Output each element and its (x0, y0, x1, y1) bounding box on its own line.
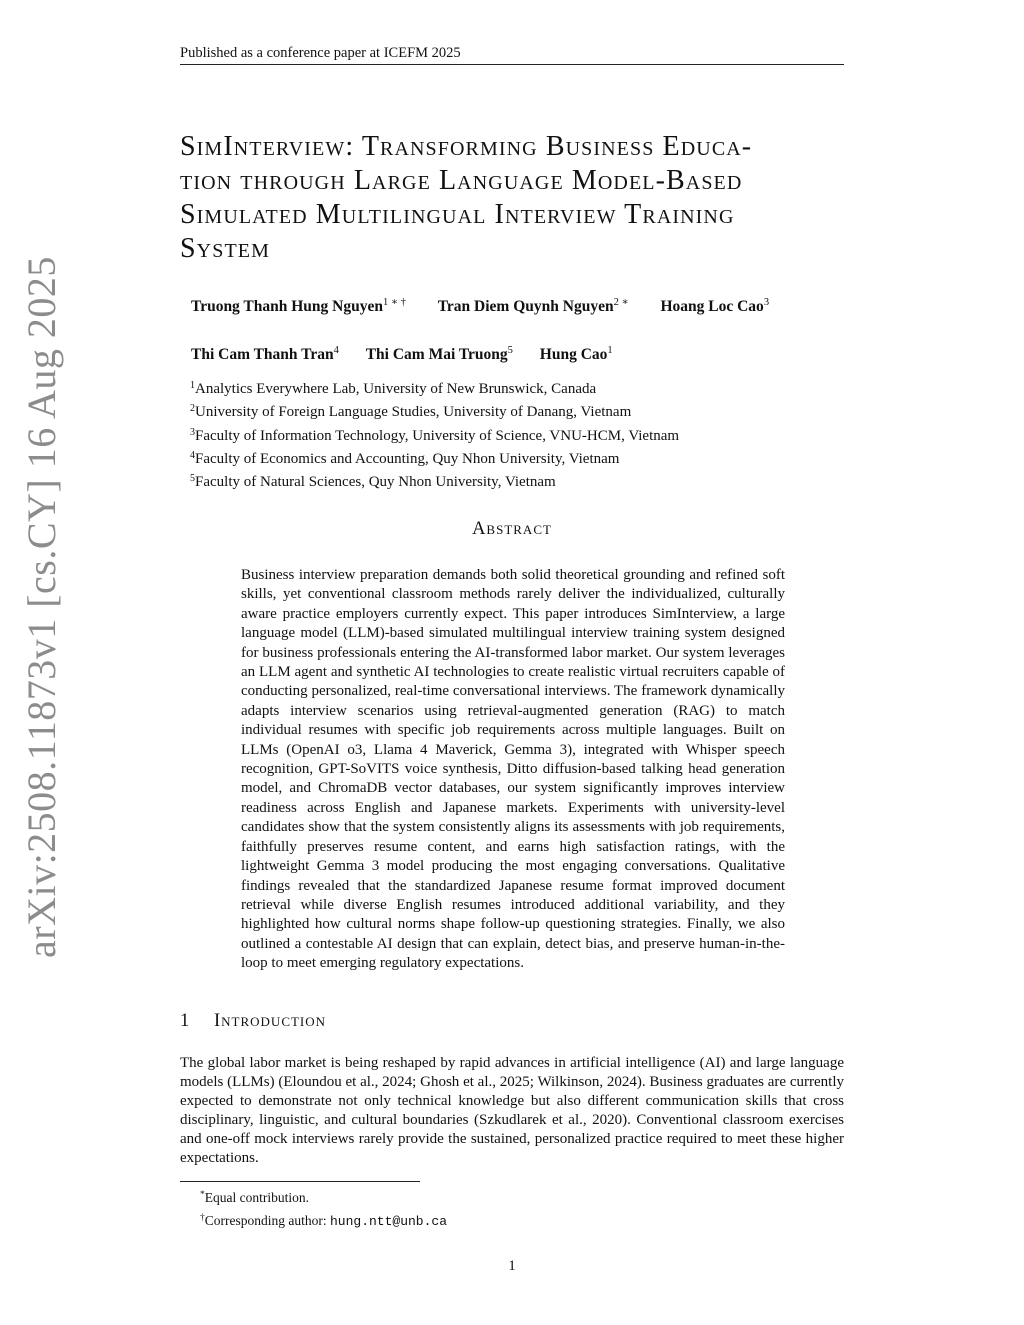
affiliation-number: 2 (190, 403, 195, 415)
author-marks: 1 ∗ † (382, 297, 406, 308)
footnote-rule (180, 1181, 420, 1182)
affiliation-item (190, 446, 830, 469)
affiliation-item (190, 469, 830, 492)
author-marks: 4 (333, 345, 339, 356)
author (191, 341, 339, 365)
section-heading-introduction (180, 1010, 326, 1032)
arxiv-identifier-stamp: arXiv:2508.11873v1 [cs.CY] 16 Aug 2025 (19, 256, 64, 958)
footnote-corresponding-author (200, 1208, 447, 1232)
page-number: 1 (508, 1258, 516, 1274)
affiliations (190, 376, 830, 492)
affiliation-text: Faculty of Economics and Accounting, Quy Nhon University, Vietnam (195, 450, 620, 467)
author-name: Thi Cam Thanh Tran (191, 346, 334, 363)
author-name: Hoang Loc Cao (660, 298, 764, 315)
footnote-text: Equal contribution. (204, 1190, 309, 1205)
affiliation-number: 4 (190, 449, 195, 461)
abstract-heading: Abstract (472, 519, 552, 539)
author (366, 341, 513, 365)
author-marks: 5 (507, 345, 513, 356)
title-line-2: tion through Large Language Model-Based (180, 165, 743, 196)
footnote-mark: * (200, 1190, 205, 1200)
email-link[interactable]: hung.ntt@unb.ca (329, 1214, 448, 1229)
affiliation-item (190, 376, 830, 399)
affiliation-text: University of Foreign Language Studies, University of Danang, Vietnam (195, 404, 632, 421)
author-name: Tran Diem Quynh Nguyen (437, 298, 614, 315)
title-line-4: System (180, 233, 270, 264)
author-name: Thi Cam Mai Truong (365, 346, 508, 363)
footnotes (200, 1185, 447, 1232)
author-row-2 (191, 341, 613, 365)
introduction-paragraph: The global labor market is being reshaped by rapid advances in artificial intelligence (AI) and large language models (LLMs) (Eloundou et al., 2024; Ghosh et al., 2025; Wilkinson, 2024). Business graduates are currently expected to demonstrate not only technical knowledge but also different communication skills that cross disciplinary, linguistic, and cultural boundaries (Szkudlarek et al., 2020). Conventional classroom exercises and one-off mock interviews rarely provide the sustained, personalized practice required to meet these higher expectations. (180, 1055, 844, 1166)
title-line-3: Simulated Multilingual Interview Training (180, 199, 735, 230)
section-number: 1 (180, 1011, 190, 1031)
author-name: Hung Cao (539, 346, 608, 363)
affiliation-text: Faculty of Natural Sciences, Quy Nhon University, Vietnam (195, 474, 556, 491)
affiliation-item (190, 423, 830, 446)
footnote-text: Corresponding author: (204, 1213, 330, 1228)
author-name: Truong Thanh Hung Nguyen (191, 298, 383, 315)
abstract-text: Business interview preparation demands both solid theoretical grounding and refined soft skills, yet conventional classroom methods rarely deliver the individualized, culturally aware practice employers currently expect. This paper introduces SimInterview, a large language model (LLM)-based simulated multilingual interview training system designed for business professionals entering the AI-transformed labor market. Our system leverages an LLM agent and synthetic AI technologies to create realistic virtual recruiters capable of conducting personalized, real-time conversational interviews. The framework dynamically adapts interview scenarios using retrieval-augmented generation (RAG) to match individual resumes with specific job requirements across multiple languages. Built on LLMs (OpenAI o3, Llama 4 Maverick, Gemma 3), integrated with Whisper speech recognition, GPT-SoVITS voice synthesis, Ditto diffusion-based talking head generation model, and ChromaDB vector databases, our system significantly improves interview readiness across English and Japanese markets. Experiments with university-level candidates show that the system consistently aligns its assessments with job requirements, faithfully preserves resume content, and earns high satisfaction ratings, with the lightweight Gemma 3 model producing the most engaging conversations. Qualitative findings revealed that the standardized Japanese resume format improved document retrieval while diverse English resumes introduced additional variability, and they highlighted how cultural norms shape follow-up questioning strategies. Finally, we also outlined a contestable AI design that can explain, detect bias, and preserve human-in-the-loop to meet emerging regulatory expectations. (241, 567, 785, 972)
section-title: Introduction (214, 1011, 327, 1031)
author-marks: 1 (607, 345, 613, 356)
footnote-equal-contribution (200, 1185, 447, 1208)
affiliation-text: Analytics Everywhere Lab, University of New Brunswick, Canada (195, 381, 597, 397)
paper-title (180, 130, 850, 266)
author-marks: 3 (763, 297, 770, 308)
running-header: Published as a conference paper at ICEFM 2025 (180, 45, 461, 61)
header-rule (180, 64, 844, 65)
footnote-mark: † (200, 1213, 205, 1223)
author-row-1 (191, 293, 769, 317)
affiliation-number: 1 (190, 380, 195, 391)
author (660, 293, 769, 317)
author-marks: 2 ∗ (613, 297, 629, 308)
affiliation-number: 5 (190, 473, 195, 485)
affiliation-item (190, 399, 830, 422)
affiliation-text: Faculty of Information Technology, University of Science, VNU-HCM, Vietnam (195, 427, 680, 444)
author (191, 293, 406, 317)
author (438, 293, 629, 317)
title-line-1: SimInterview: Transforming Business Educa- (180, 131, 753, 162)
affiliation-number: 3 (190, 426, 195, 438)
author (540, 341, 613, 365)
